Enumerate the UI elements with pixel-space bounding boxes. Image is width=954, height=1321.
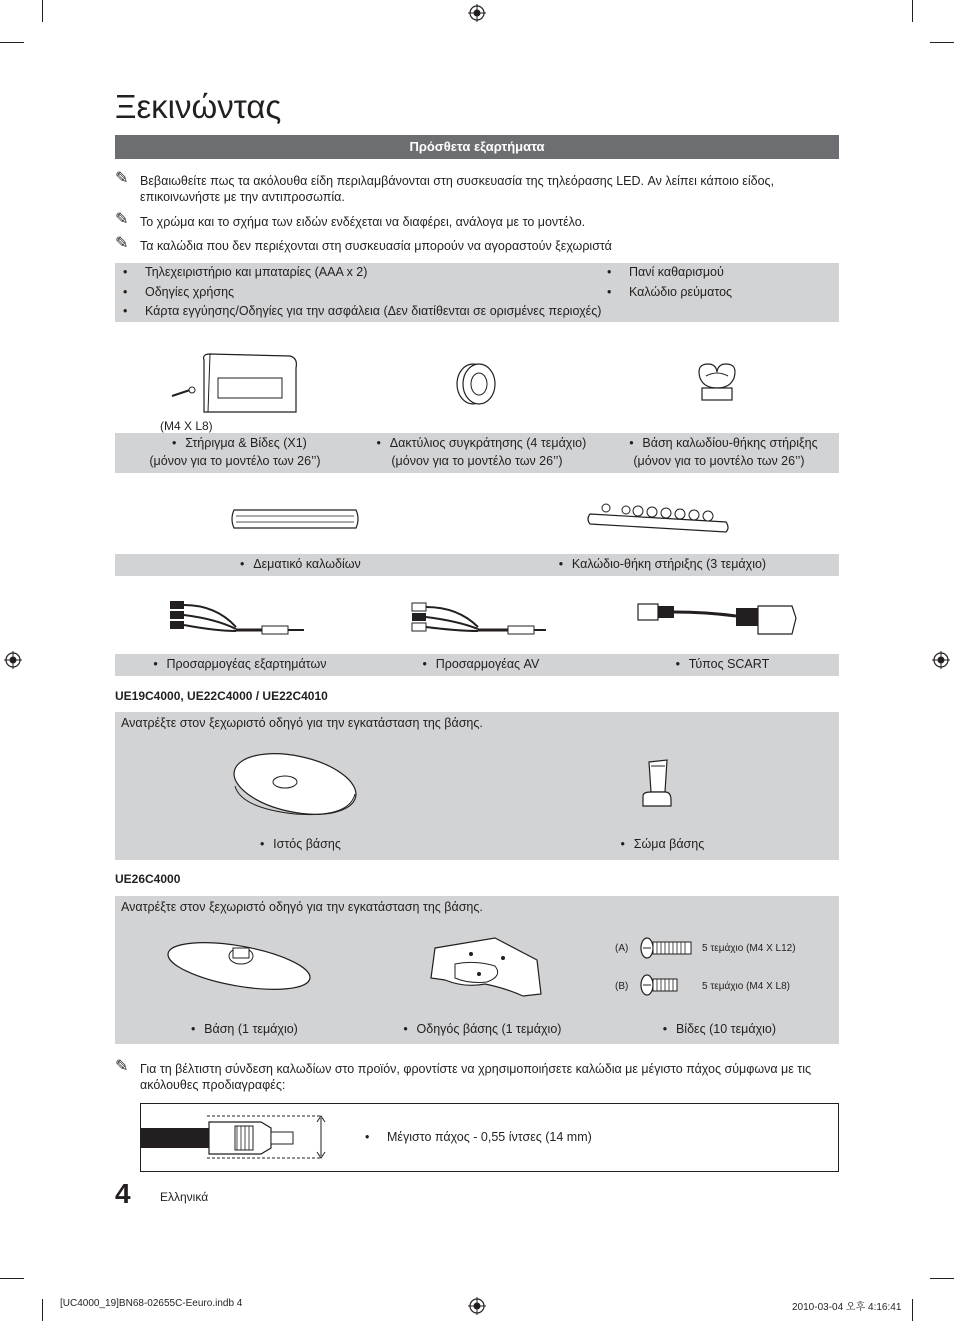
stand-item-label: • Βίδες (10 τεμάχιο) — [662, 1022, 777, 1036]
cable-holder-stand-icon — [694, 360, 740, 404]
cable-spec-text: • Μέγιστο πάχος - 0,55 ίντσες (14 mm) — [365, 1130, 592, 1144]
note — [115, 170, 815, 205]
registration-mark-icon — [468, 4, 486, 22]
list-item: • Οδηγίες χρήσης — [123, 285, 235, 299]
list-item: • Πανί καθαρισμού — [607, 265, 724, 279]
crop-mark — [42, 0, 43, 22]
note-text: Για τη βέλτιστη σύνδεση καλωδίων στο προϊόν, φροντίστε να χρησιμοποιήσετε καλώδια με μέγιστο πάχος σύμφωνα με τις ακόλουθες προδιαγραφές: — [140, 1062, 812, 1092]
crop-mark — [0, 42, 24, 43]
holder-ring-icon — [453, 362, 501, 406]
guide-text: Ανατρέξτε στον ξεχωριστό οδηγό για την εγκατάσταση της βάσης. — [121, 900, 483, 914]
stand-body-icon — [639, 756, 675, 812]
footer-timestamp: 2010-03-04 오후 4:16:41 — [792, 1302, 902, 1313]
screw-a-icon — [639, 936, 695, 960]
list-item: • Τηλεχειριστήριο και μπαταρίες (AAA x 2) — [123, 265, 368, 279]
crop-mark — [42, 1299, 43, 1321]
wall-mount-bracket-icon — [172, 350, 302, 420]
av-adapter-icon — [408, 597, 550, 643]
screw-size-label: (M4 X L8) — [160, 419, 213, 433]
accessory-label: • Βάση καλωδίου-θήκης στήριξης (μόνον για το μοντέλο των 26’’) — [629, 436, 818, 468]
accessory-row — [115, 433, 839, 473]
page-title: Ξεκινώντας — [115, 88, 282, 125]
pencil-note-icon: ✎ — [115, 235, 129, 252]
pencil-note-icon: ✎ — [115, 170, 129, 187]
included-items-box — [115, 263, 839, 322]
accessory-label: • Δεματικό καλωδίων — [240, 557, 361, 571]
note — [115, 235, 815, 254]
crop-mark — [0, 1278, 24, 1279]
accessory-label: • Προσαρμογέας εξαρτημάτων — [153, 657, 327, 671]
stand-box — [115, 712, 839, 860]
screw-b-tag: (B) — [615, 981, 629, 992]
screw-b-icon — [639, 973, 683, 997]
registration-mark-icon — [4, 651, 22, 669]
stand-item-label: • Σώμα βάσης — [620, 837, 705, 851]
crop-mark — [912, 1299, 913, 1321]
page-number: 4 — [115, 1178, 131, 1209]
scart-adapter-icon — [636, 598, 800, 642]
note — [115, 1058, 815, 1093]
cable-tie-icon — [230, 504, 362, 534]
list-item: • Κάρτα εγγύησης/Οδηγίες για την ασφάλεια (Δεν διατίθενται σε ορισμένες περιοχές) — [123, 304, 602, 318]
component-adapter-icon — [166, 597, 308, 643]
model-heading: UE26C4000 — [115, 872, 181, 886]
accessory-row — [115, 554, 839, 576]
note-text: Βεβαιωθείτε πως τα ακόλουθα είδη περιλαμβάνονται στη συσκευασία της τηλεόρασης LED. Αν λείπει κάποιο είδος, επικοινωνήστε με την αντιπροσωπία. — [140, 174, 775, 204]
note — [115, 211, 815, 230]
model-heading: UE19C4000, UE22C4000 / UE22C4010 — [115, 689, 328, 703]
registration-mark-icon — [468, 1297, 486, 1315]
cable-thickness-icon — [141, 1112, 331, 1162]
page-language: Ελληνικά — [160, 1190, 209, 1204]
cable-spec-box — [140, 1103, 839, 1172]
stand-base-icon — [231, 750, 361, 818]
holder-wire-stand-icon — [586, 500, 732, 536]
screw-b-desc: 5 τεμάχιο (M4 X L8) — [702, 981, 791, 992]
section-title: Πρόσθετα εξαρτήματα — [115, 135, 839, 159]
note-text: Τα καλώδια που δεν περιέχονται στη συσκευασία μπορούν να αγοραστούν ξεχωριστά — [140, 239, 612, 253]
stand-guide-icon — [425, 934, 545, 1004]
registration-mark-icon — [932, 651, 950, 669]
accessory-label: • Τύπος SCART — [675, 657, 770, 671]
list-item: • Καλώδιο ρεύματος — [607, 285, 733, 299]
crop-mark — [930, 42, 954, 43]
stand-item-label: • Οδηγός βάσης (1 τεμάχιο) — [403, 1022, 562, 1036]
pencil-note-icon: ✎ — [115, 211, 129, 228]
accessory-row — [115, 654, 839, 676]
crop-mark — [930, 1278, 954, 1279]
stand-base-icon — [167, 938, 315, 994]
screw-a-tag: (A) — [615, 943, 629, 954]
screw-a-desc: 5 τεμάχιο (M4 X L12) — [702, 943, 796, 954]
guide-text: Ανατρέξτε στον ξεχωριστό οδηγό για την εγκατάσταση της βάσης. — [121, 716, 483, 730]
crop-mark — [912, 0, 913, 22]
accessory-label: • Προσαρμογέας AV — [422, 657, 540, 671]
stand-item-label: • Βάση (1 τεμάχιο) — [190, 1022, 298, 1036]
footer-file-info: [UC4000_19]BN68-02655C-Eeuro.indb 4 — [60, 1298, 243, 1309]
note-text: Το χρώμα και το σχήμα των ειδών ενδέχεται να διαφέρει, ανάλογα με το μοντέλο. — [140, 215, 586, 229]
stand-box — [115, 896, 839, 1044]
pencil-note-icon: ✎ — [115, 1058, 129, 1075]
stand-item-label: • Ιστός βάσης — [259, 837, 341, 851]
accessory-label: • Καλώδιο-θήκη στήριξης (3 τεμάχιο) — [558, 557, 767, 571]
accessory-label: • Στήριγμα & Βίδες (X1) (μόνον για το μοντέλο των 26’’) — [149, 436, 321, 468]
accessory-label: • Δακτύλιος συγκράτησης (4 τεμάχιο) (μόνον για το μοντέλο των 26’’) — [376, 436, 587, 468]
